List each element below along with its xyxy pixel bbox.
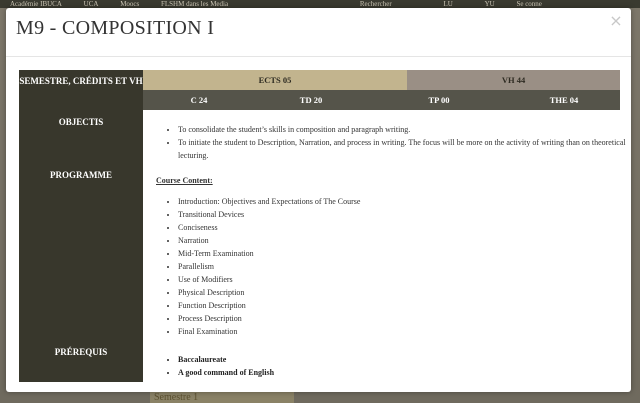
prerequis-item: • A good command of English bbox=[178, 366, 640, 379]
tp-hours: TP 00 bbox=[428, 95, 450, 105]
course-details-table bbox=[19, 70, 626, 382]
objectifs-label: OBJECTIS bbox=[58, 117, 104, 127]
course-item: • Conciseness bbox=[178, 221, 640, 234]
objectifs-list bbox=[150, 123, 640, 162]
objectif-item: • To consolidate the student’s skills in composition and paragraph writing. bbox=[178, 123, 640, 136]
background-nav-item: LU bbox=[443, 0, 453, 8]
label-column bbox=[19, 70, 143, 382]
ects-cell: ECTS 05 bbox=[143, 70, 407, 90]
prerequis-list bbox=[150, 353, 640, 379]
course-item: • Function Description bbox=[178, 299, 640, 312]
td-hours: TD 20 bbox=[299, 95, 323, 105]
course-item: • Introduction: Objectives and Expectations of The Course bbox=[178, 195, 640, 208]
semestre-label: SEMESTRE, CRÉDITS ET VH bbox=[19, 76, 143, 86]
course-item: • Parallelism bbox=[178, 260, 640, 273]
background-nav-item: YU bbox=[484, 0, 495, 8]
course-item: • Final Examination bbox=[178, 325, 640, 338]
background-nav-item: UCA bbox=[83, 0, 99, 8]
background-nav-item: Se conne bbox=[516, 0, 542, 8]
prerequis-label: PRÉREQUIS bbox=[54, 347, 108, 357]
course-item: • Physical Description bbox=[178, 286, 640, 299]
course-item: • Process Description bbox=[178, 312, 640, 325]
course-modal bbox=[6, 8, 631, 392]
background-semester-text: Semestre 1 bbox=[150, 392, 294, 403]
vh-cell: VH 44 bbox=[407, 70, 620, 90]
prerequis-item: • Baccalaureate bbox=[178, 353, 640, 366]
objectif-item: • To initiate the student to Description, Narration, and process in writing. The focus will be more on the activity of writing than on theoretical lecturing. bbox=[178, 136, 640, 162]
hours-breakdown-row bbox=[143, 90, 620, 110]
background-nav-item: Moocs bbox=[120, 0, 140, 8]
background-nav-item: FLSHM dans les Media bbox=[161, 0, 229, 8]
background-nav-item: Rechercher bbox=[359, 0, 392, 8]
programme-label: PROGRAMME bbox=[50, 170, 112, 180]
cours-hours: C 24 bbox=[190, 95, 208, 105]
background-nav-bar bbox=[0, 0, 640, 8]
course-item: • Transitional Devices bbox=[178, 208, 640, 221]
close-button[interactable]: × bbox=[609, 11, 623, 30]
course-item: • Use of Modifiers bbox=[178, 273, 640, 286]
the-hours: THE 04 bbox=[549, 95, 579, 105]
modal-header bbox=[6, 8, 631, 57]
course-content-list bbox=[150, 195, 640, 338]
modal-title: M9 - COMPOSITION I bbox=[16, 17, 215, 39]
course-content-heading: Course Content: bbox=[156, 176, 213, 185]
course-item: • Narration bbox=[178, 234, 640, 247]
background-nav-item: Académie IBUCA bbox=[10, 0, 62, 8]
course-item: • Mid-Term Examination bbox=[178, 247, 640, 260]
